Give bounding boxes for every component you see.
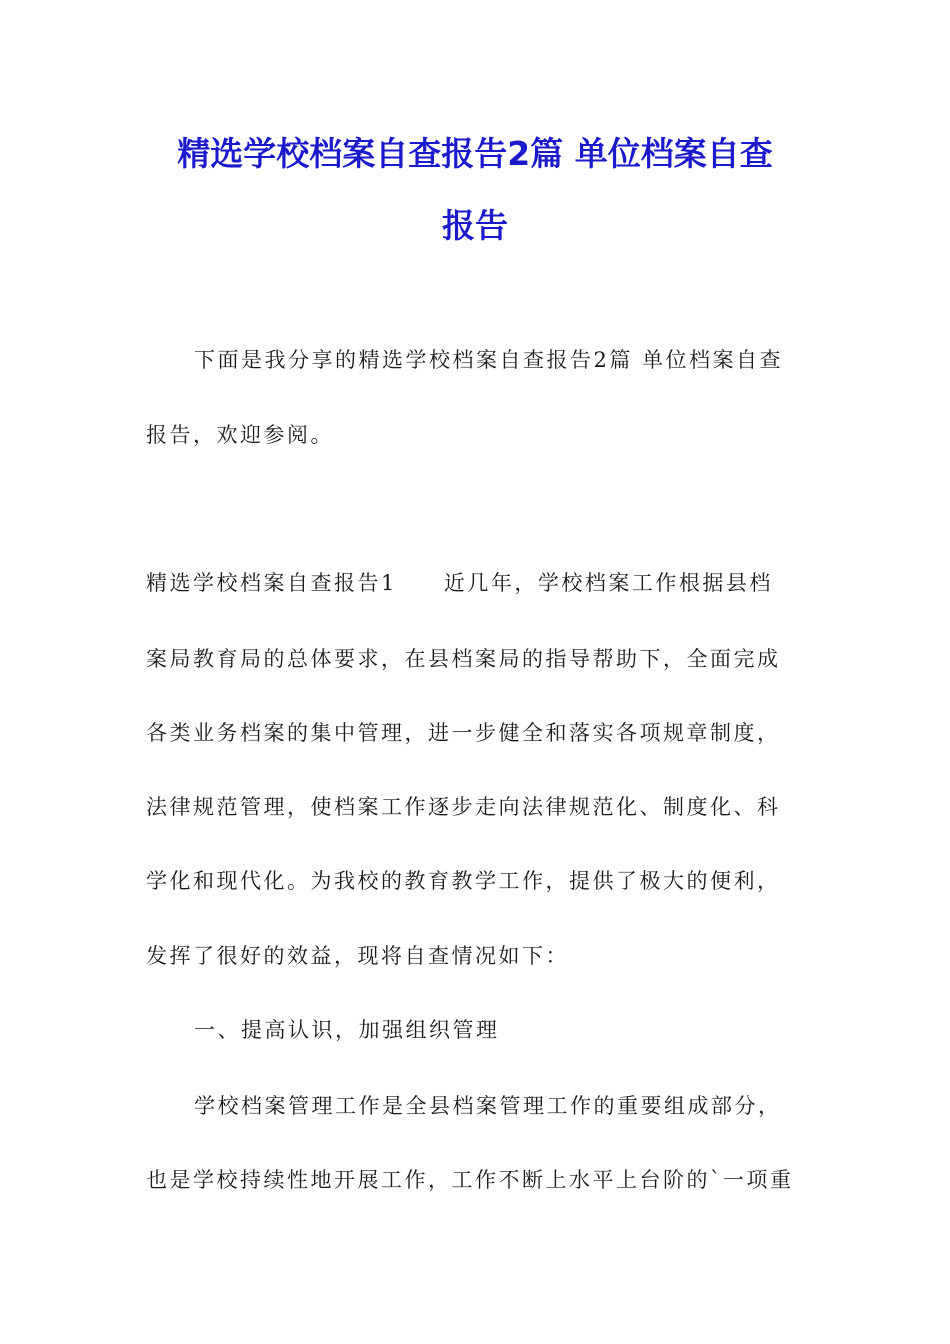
body-line-1: 精选学校档案自查报告1 近几年，学校档案工作根据县档 <box>146 571 773 595</box>
body-line-5: 学化和现代化。为我校的教育教学工作，提供了极大的便利， <box>146 869 781 893</box>
body-line-8: 也是学校持续性地开展工作，工作不断上水平上台阶的`一项重 <box>146 1168 794 1192</box>
body-line-2: 案局教育局的总体要求，在县档案局的指导帮助下，全面完成 <box>146 647 781 671</box>
intro-line-2: 报告，欢迎参阅。 <box>146 423 334 447</box>
body-line-7: 学校档案管理工作是全县档案管理工作的重要组成部分， <box>194 1094 782 1118</box>
body-line-4: 法律规范管理，使档案工作逐步走向法律规范化、制度化、科 <box>146 795 781 819</box>
intro-line-1: 下面是我分享的精选学校档案自查报告2篇 单位档案自查 <box>194 348 784 372</box>
document-title-line-1: 精选学校档案自查报告2篇 单位档案自查 <box>177 134 773 173</box>
section-heading: 一、提高认识，加强组织管理 <box>194 1018 500 1042</box>
document-title-line-2: 报告 <box>442 206 508 245</box>
body-line-6: 发挥了很好的效益，现将自查情况如下： <box>146 944 569 968</box>
body-line-3: 各类业务档案的集中管理，进一步健全和落实各项规章制度， <box>146 721 781 745</box>
